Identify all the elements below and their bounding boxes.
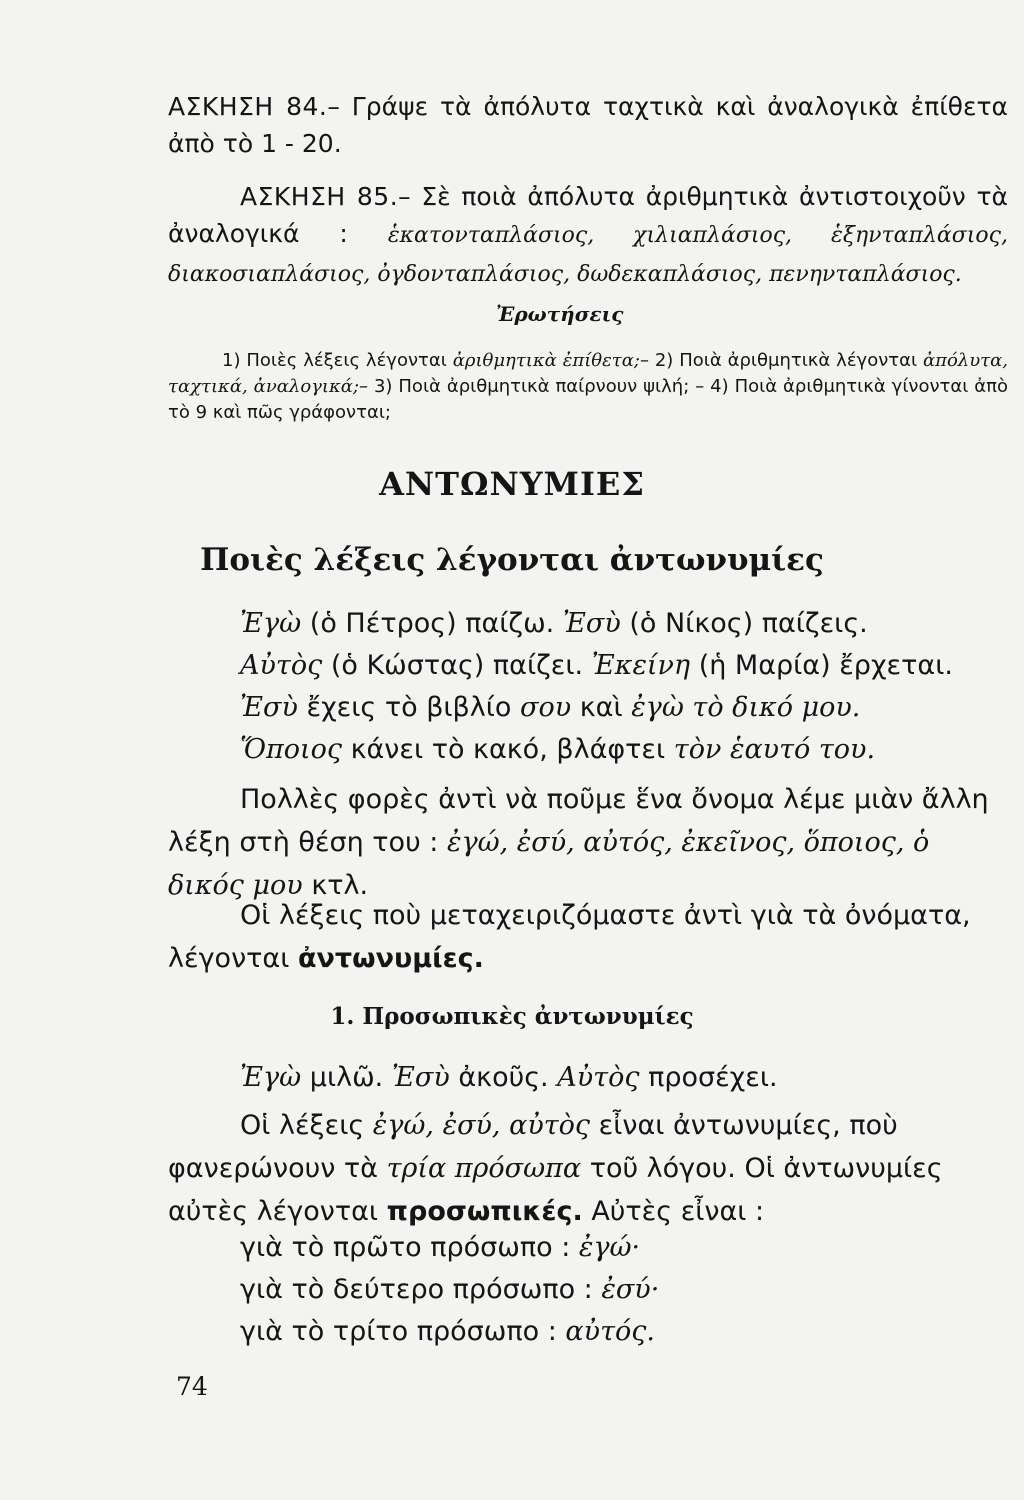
section-title: Ποιὲς λέξεις λέγονται ἀντωνυμίες	[200, 542, 824, 578]
example-text: προσέχει.	[648, 1062, 778, 1093]
exercise-85-words: ἑκατονταπλάσιος, χιλιαπλάσιος, ἑξηνταπλάσιος, διακοσιαπλάσιος, ὀγδονταπλάσιος, δωδεκαπλάσιος, πενηνταπλάσιος.	[168, 223, 1008, 287]
paragraph-3-text: Οἱ λέξεις	[240, 1110, 365, 1141]
person-third	[240, 1316, 655, 1347]
example-word: ἐγὼ τὸ δικό μου.	[631, 692, 861, 723]
question-2: – 2) Ποιὰ ἀριθμητικὰ λέγονται	[639, 350, 918, 371]
paragraph-1	[168, 778, 1008, 907]
example-word: Ὅποιος	[240, 734, 342, 765]
example-word: Ἐσὺ	[562, 608, 621, 639]
example-text: (ἡ Μαρία) ἔρχεται.	[698, 650, 953, 681]
exercise-84-label: ΑΣΚΗΣΗ 84.	[168, 92, 328, 121]
person-label: γιὰ τὸ πρῶτο πρόσωπο :	[240, 1232, 571, 1263]
example-line-3	[240, 692, 860, 723]
exercise-84	[168, 88, 1008, 162]
exercise-85	[168, 178, 1008, 293]
paragraph-1-end: κτλ.	[311, 870, 369, 901]
paragraph-1-text: Πολλὲς φορὲς ἀντὶ νὰ ποῦμε ἕνα ὄνομα λέμε μιὰν ἄλλη λέξη στὴ θέση του :	[168, 784, 989, 858]
paragraph-2-text: Οἱ λέξεις ποὺ μεταχειριζόμαστε ἀντὶ γιὰ τὰ ὀνόματα, λέγονται	[168, 900, 971, 974]
example-line-2	[240, 650, 953, 681]
questions-title: Ἐρωτήσεις	[496, 302, 624, 326]
example-text: ἀκοῦς.	[458, 1062, 549, 1093]
question-1: 1) Ποιὲς λέξεις λέγονται	[222, 350, 447, 371]
page-number: 74	[176, 1372, 208, 1401]
paragraph-3-text: εἶναι ἀντωνυμίες, ποὺ φανερώνουν τὰ	[168, 1110, 898, 1184]
paragraph-2-term: ἀντωνυμίες.	[297, 943, 484, 974]
example-word: Ἐγὼ	[240, 1062, 302, 1093]
exercise-84-text: – Γράψε τὰ ἀπόλυτα ταχτικὰ καὶ ἀναλογικὰ ἐπίθετα ἀπὸ τὸ 1 - 20.	[168, 92, 1008, 158]
question-1-term: ἀριθμητικὰ ἐπίθετα;	[452, 350, 640, 371]
example-line-1	[240, 608, 868, 639]
example-text: κάνει τὸ κακό, βλάφτει	[350, 734, 666, 765]
paragraph-2	[168, 894, 1008, 980]
paragraph-3-text: Αὐτὲς εἶναι :	[591, 1196, 765, 1227]
person-label: γιὰ τὸ δεύτερο πρόσωπο :	[240, 1274, 593, 1305]
subsection-title: 1. Προσωπικὲς ἀντωνυμίες	[330, 1003, 694, 1030]
person-pronoun: αὐτός.	[565, 1316, 655, 1347]
example-word: Ἐσὺ	[240, 692, 298, 723]
question-2-terms: ἀπόλυτα, ταχτικά, ἀναλογικά;	[168, 350, 1008, 397]
paragraph-3	[168, 1104, 1008, 1233]
exercise-85-text: – Σὲ ποιὰ ἀπόλυτα ἀριθμητικὰ ἀντιστοιχοῦν τὰ ἀναλογικά :	[168, 182, 1008, 248]
example-word: Ἐσὺ	[391, 1062, 450, 1093]
example-word: Ἐκείνη	[591, 650, 691, 681]
paragraph-3-text: τοῦ λόγου. Οἱ ἀντωνυμίες αὐτὲς λέγονται	[168, 1153, 943, 1227]
questions-text	[168, 348, 1008, 426]
example-word: τὸν ἑαυτό του.	[673, 734, 876, 765]
paragraph-3-words: ἐγώ, ἐσύ, αὐτὸς	[372, 1110, 591, 1141]
subsection-example	[240, 1062, 778, 1093]
example-line-4	[240, 734, 875, 765]
example-word: σου	[520, 692, 572, 723]
example-word: Αὐτὸς	[557, 1062, 640, 1093]
question-3-4: – 3) Ποιὰ ἀριθμητικὰ παίρνουν ψιλή; – 4) Ποιὰ ἀριθμητικὰ γίνονται ἀπὸ τὸ 9 καὶ πῶς γράφονται;	[168, 376, 1008, 423]
example-text: μιλῶ.	[309, 1062, 384, 1093]
example-text: καὶ	[579, 692, 623, 723]
chapter-title: ΑΝΤΩΝΥΜΙΕΣ	[379, 465, 645, 503]
person-second	[240, 1274, 659, 1305]
paragraph-3-phrase: τρία πρόσωπα	[386, 1153, 582, 1184]
person-pronoun: ἐγώ·	[578, 1232, 641, 1263]
person-pronoun: ἐσύ·	[601, 1274, 660, 1305]
example-text: ἔχεις τὸ βιβλίο	[306, 692, 512, 723]
person-first	[240, 1232, 640, 1263]
example-text: (ὁ Πέτρος) παίζω.	[309, 608, 555, 639]
exercise-85-label: ΑΣΚΗΣΗ 85.	[240, 182, 399, 211]
person-label: γιὰ τὸ τρίτο πρόσωπο :	[240, 1316, 557, 1347]
paragraph-1-words: ἐγώ, ἐσύ, αὐτός, ἐκεῖνος, ὅποιος, ὁ δικός μου	[168, 827, 930, 901]
example-word: Αὐτὸς	[240, 650, 323, 681]
example-text: (ὁ Κώστας) παίζει.	[330, 650, 584, 681]
example-word: Ἐγὼ	[240, 608, 302, 639]
paragraph-3-term: προσωπικές.	[386, 1196, 583, 1227]
example-text: (ὁ Νίκος) παίζεις.	[629, 608, 868, 639]
